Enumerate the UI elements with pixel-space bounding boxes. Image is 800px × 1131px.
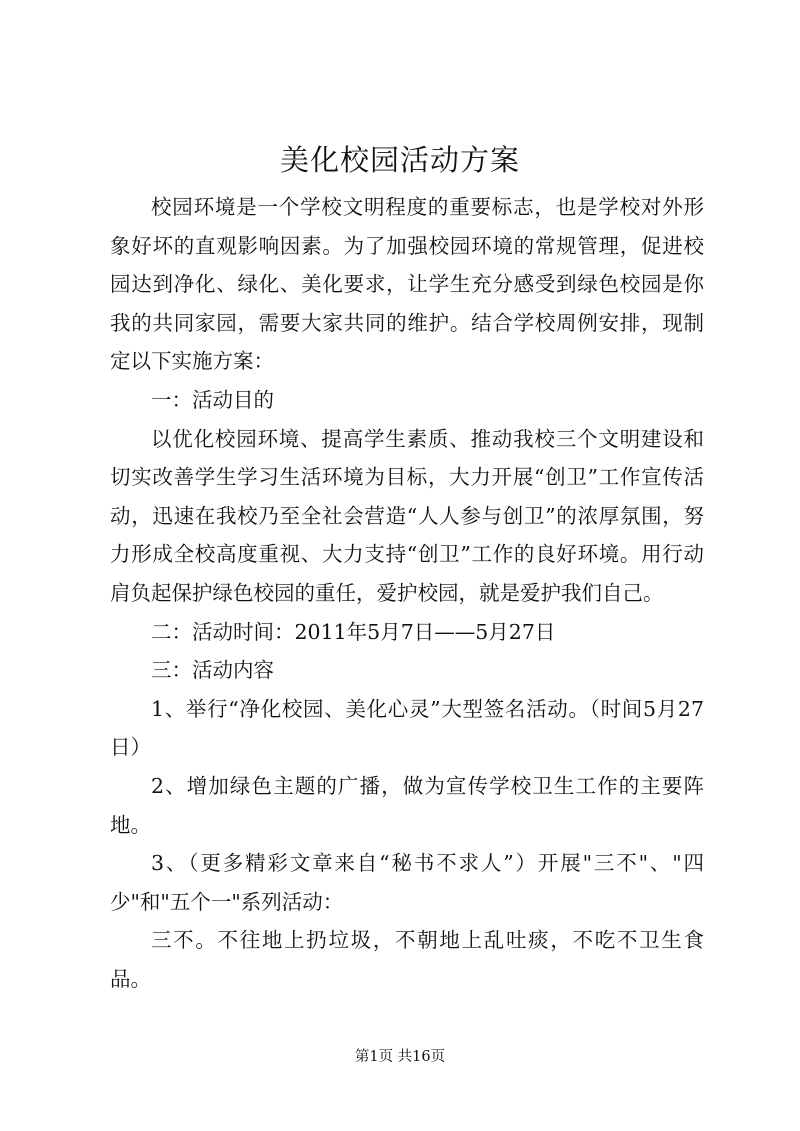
page-number-footer: 第1页 共16页 bbox=[354, 1049, 446, 1065]
paragraph-intro: 校园环境是一个学校文明程度的重要标志，也是学校对外形象好坏的直观影响因素。为了加强校园环境的常规管理，促进校园达到净化、绿化、美化要求，让学生充分感受到绿色校园是你我的共同家园，需要大家共同的维护。结合学校周例安排，现制定以下实施方案： bbox=[110, 195, 704, 374]
section-heading-purpose: 一：活动目的 bbox=[151, 387, 274, 412]
list-item-1: 1、举行“净化校园、美化心灵”大型签名活动。（时间5月27日） bbox=[110, 696, 704, 760]
paragraph-three-nos: 三不。不往地上扔垃圾，不朝地上乱吐痰，不吃不卫生食品。 bbox=[110, 928, 704, 991]
document-body bbox=[110, 188, 704, 998]
section-heading-time: 二：活动时间：2011年5月7日——5月27日 bbox=[151, 619, 556, 644]
paragraph-purpose: 以优化校园环境、提高学生素质、推动我校三个文明建设和切实改善学生学习生活环境为目标，大力开展“创卫”工作宣传活动，迅速在我校乃至全社会营造“人人参与创卫”的浓厚氛围，努力形成全校高度重视、大力支持“创卫”工作的良好环境。用行动肩负起保护绿色校园的重任，爱护校园，就是爱护我们自己。 bbox=[110, 426, 704, 605]
document-title: 美化校园活动方案 bbox=[279, 143, 520, 177]
list-item-3: 3、（更多精彩文章来自“秘书不求人”）开展"三不"、"四少"和"五个一"系列活动： bbox=[110, 851, 704, 914]
section-heading-content: 三：活动内容 bbox=[151, 658, 274, 683]
list-item-2: 2、增加绿色主题的广播，做为宣传学校卫生工作的主要阵地。 bbox=[110, 773, 704, 837]
